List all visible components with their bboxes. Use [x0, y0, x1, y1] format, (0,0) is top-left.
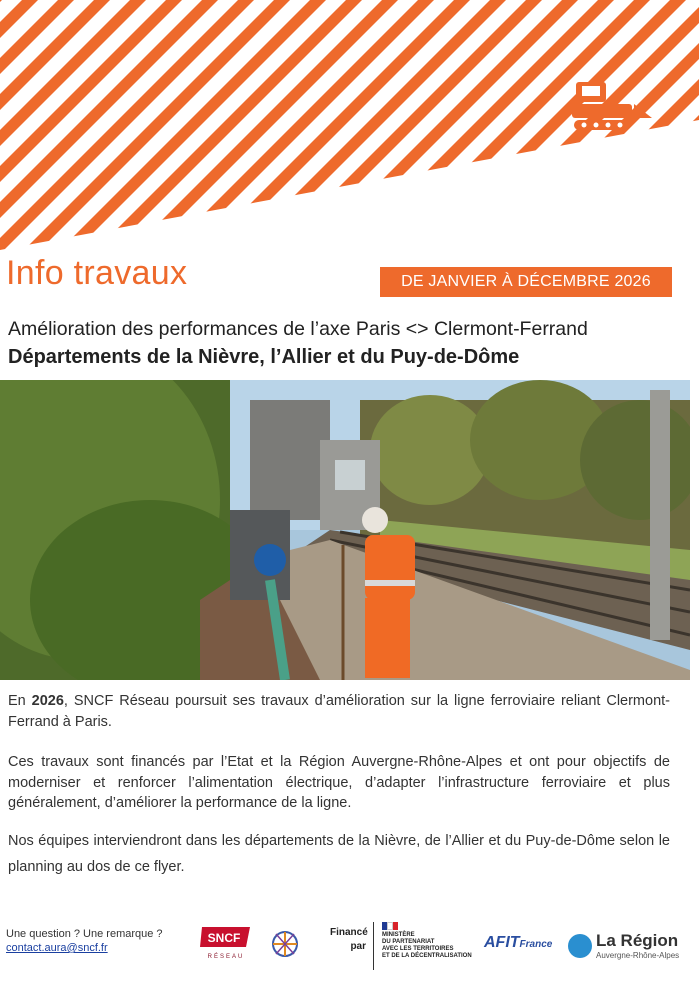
contact-question: Une question ? Une remarque ? [6, 928, 163, 940]
afit-france-logo [484, 934, 552, 952]
financed-label-line1: Financé [330, 927, 368, 938]
ministry-line-3: AVEC LES TERRITOIRES [382, 946, 454, 952]
contact-email-link[interactable]: contact.aura@sncf.fr [6, 942, 108, 954]
railway-worksite-photo [0, 380, 690, 680]
planning-paragraph: Nos équipes interviendront dans les départements de la Nièvre, de l’Allier et du Puy-de-Dôme selon le planning au dos de ce flyer. [8, 833, 670, 875]
ministry-line-4: ET DE LA DÉCENTRALISATION [382, 953, 472, 959]
region-sub: Auvergne-Rhône-Alpes [596, 951, 680, 960]
emblem-logo [266, 924, 304, 964]
divider [373, 922, 374, 970]
financed-by-label [330, 926, 366, 954]
track-machine-icon [572, 78, 654, 132]
ministry-line-2: DU PARTENARIAT [382, 939, 435, 945]
sncf-logo-text: SNCF [207, 931, 241, 945]
sncf-reseau-logo [200, 925, 252, 961]
funding-paragraph: Ces travaux sont financés par l’Etat et la Région Auvergne-Rhône-Alpes et ont pour objectifs de moderniser et renforcer l’alimentation électrique, d’adapter l’infrastructure ferroviaire et plus généralement, d’améliorer la performance de la ligne. [8, 754, 670, 811]
date-badge: DE JANVIER À DÉCEMBRE 2026 [380, 267, 672, 297]
financed-label-line2: par [350, 941, 366, 952]
page-title: Info travaux [6, 254, 188, 292]
sncf-logo-sub: RÉSEAU [207, 954, 245, 960]
french-flag-icon [382, 922, 398, 930]
stripe [0, 0, 254, 250]
ministry-logo [382, 922, 482, 960]
region-logo-icon [568, 934, 592, 958]
intro-paragraph: En 2026, SNCF Réseau poursuit ses travaux d’amélioration sur la ligne ferroviaire reliant Clermont-Ferrand à Paris. [8, 693, 670, 730]
ministry-line-1: MINISTÈRE [382, 932, 415, 938]
region-name: La Région [596, 931, 679, 950]
departments-heading: Départements de la Nièvre, l’Allier et du Puy-de-Dôme [8, 346, 520, 368]
afit-sub: France [519, 939, 553, 950]
afit-text: AFIT [484, 934, 520, 951]
subtitle: Amélioration des performances de l’axe Paris <> Clermont-Ferrand [8, 318, 588, 340]
